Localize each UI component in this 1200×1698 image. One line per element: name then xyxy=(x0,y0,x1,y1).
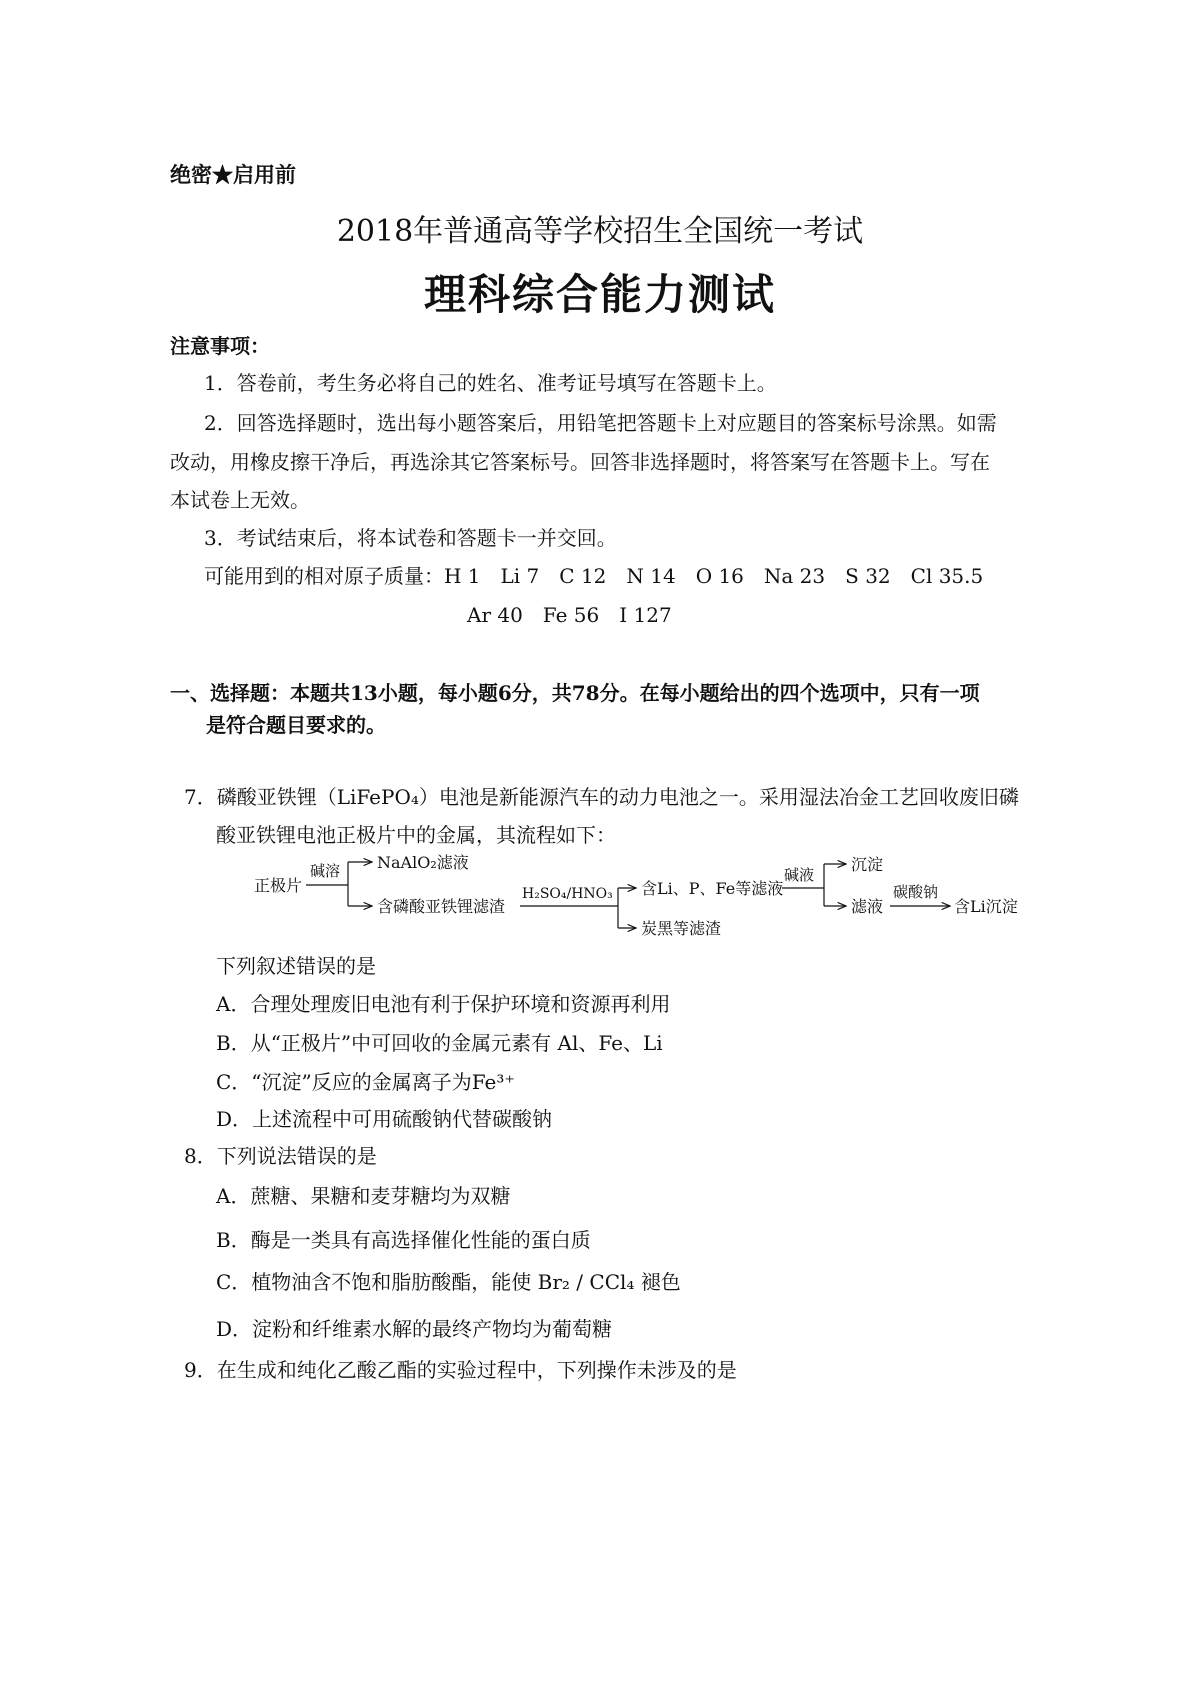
flow-step-acid: H₂SO₄/HNO₃ xyxy=(522,886,613,902)
notice-heading: 注意事项： xyxy=(170,334,270,358)
classified-mark: 绝密★启用前 xyxy=(170,162,296,187)
section-heading-line-2: 是符合题目要求的。 xyxy=(206,713,386,737)
flow-naalo2-filtrate: NaAlO₂滤液 xyxy=(377,853,469,872)
q7-stem-line-2: 酸亚铁锂电池正极片中的金属，其流程如下： xyxy=(216,823,616,847)
atomic-mass-line-1: 可能用到的相对原子质量：H 1 Li 7 C 12 N 14 O 16 Na 23 S 32 Cl 35.5 xyxy=(204,564,984,588)
notice-item-2: 2．回答选择题时，选出每小题答案后，用铅笔把答题卡上对应题目的答案标号涂黑。如需 xyxy=(204,411,997,435)
atomic-mass-line-2: Ar 40 Fe 56 I 127 xyxy=(467,603,672,627)
flow-start-label: 正极片 xyxy=(254,876,303,895)
flow-carbon-residue: 炭黑等滤渣 xyxy=(641,919,722,938)
q7-option-d: D．上述流程中可用硫酸钠代替碳酸钠 xyxy=(216,1107,553,1131)
q8-stem: 8．下列说法错误的是 xyxy=(184,1144,377,1168)
notice-item-1: 1．答卷前，考生务必将自己的姓名、准考证号填写在答题卡上。 xyxy=(204,371,777,395)
q7-option-c: C．“沉淀”反应的金属离子为Fe³⁺ xyxy=(216,1070,515,1094)
flow-step-alkali-dissolve: 碱溶 xyxy=(310,862,341,880)
flow-filtrate: 滤液 xyxy=(851,897,884,916)
q7-option-a: A．合理处理废旧电池有利于保护环境和资源再利用 xyxy=(216,992,671,1016)
notice-item-2-cont: 改动，用橡皮擦干净后，再选涂其它答案标号。回答非选择题时，将答案写在答题卡上。写在 xyxy=(170,450,990,474)
exam-title: 2018年普通高等学校招生全国统一考试 xyxy=(336,214,864,249)
q8-option-b: B．酶是一类具有高选择催化性能的蛋白质 xyxy=(216,1228,591,1252)
subject-title: 理科综合能力测试 xyxy=(423,270,776,319)
flow-li-precipitate: 含Li沉淀 xyxy=(954,897,1018,916)
q7-option-b: B．从“正极片”中可回收的金属元素有 Al、Fe、Li xyxy=(216,1031,663,1055)
flow-step-sodium-carbonate: 碳酸钠 xyxy=(893,883,939,901)
q7-prompt: 下列叙述错误的是 xyxy=(216,954,376,978)
notice-item-3: 3．考试结束后，将本试卷和答题卡一并交回。 xyxy=(204,526,617,550)
q8-option-d: D．淀粉和纤维素水解的最终产物均为葡萄糖 xyxy=(216,1317,613,1341)
flow-precipitate: 沉淀 xyxy=(851,855,884,874)
section-heading-line-1: 一、选择题：本题共13小题，每小题6分，共78分。在每小题给出的四个选项中，只有一项 xyxy=(170,681,980,705)
q8-option-c: C．植物油含不饱和脂肪酸酯，能使 Br₂ / CCl₄ 褪色 xyxy=(216,1270,681,1294)
q9-stem: 9．在生成和纯化乙酸乙酯的实验过程中，下列操作未涉及的是 xyxy=(184,1358,737,1382)
flow-step-alkaline-solution: 碱液 xyxy=(784,866,815,884)
flow-lifepo4-residue: 含磷酸亚铁锂滤渣 xyxy=(377,897,506,916)
q7-stem-line-1: 7．磷酸亚铁锂（LiFePO₄）电池是新能源汽车的动力电池之一。采用湿法冶金工艺回收废旧磷 xyxy=(184,785,1019,809)
q8-option-a: A．蔗糖、果糖和麦芽糖均为双糖 xyxy=(216,1184,511,1208)
notice-item-2-end: 本试卷上无效。 xyxy=(170,488,310,512)
flow-li-p-fe-filtrate: 含Li、P、Fe等滤液 xyxy=(641,879,784,898)
